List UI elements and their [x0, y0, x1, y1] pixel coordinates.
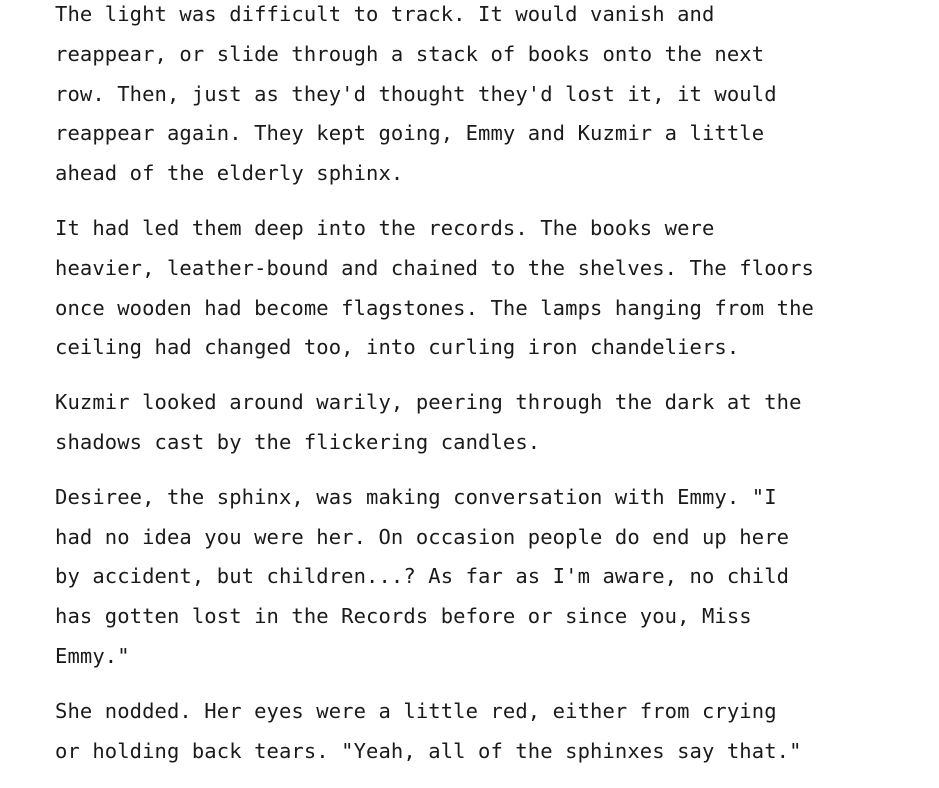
- text-line: shadows cast by the flickering candles.: [55, 429, 541, 454]
- text-line: Desiree, the sphinx, was making conversation with Emmy. "I: [55, 484, 777, 509]
- paragraph-2: [55, 209, 939, 368]
- paragraph-4: [55, 478, 939, 677]
- text-line: ceiling had changed too, into curling iron chandeliers.: [55, 335, 740, 360]
- text-line: has gotten lost in the Records before or since you, Miss: [55, 604, 752, 629]
- text-line: or holding back tears. "Yeah, all of the sphinxes say that.": [55, 738, 802, 763]
- text-line: by accident, but children...? As far as I'm aware, no child: [55, 564, 790, 589]
- paragraph-1: [55, 0, 939, 194]
- text-line: She nodded. Her eyes were a little red, either from crying: [55, 698, 777, 723]
- text-line: heavier, leather-bound and chained to the shelves. The floors: [55, 255, 814, 280]
- text-line: reappear again. They kept going, Emmy and Kuzmir a little: [55, 121, 765, 146]
- text-line: It had led them deep into the records. The books were: [55, 215, 715, 240]
- text-line: ahead of the elderly sphinx.: [55, 161, 404, 186]
- paragraph-3: [55, 383, 939, 463]
- text-line: Kuzmir looked around warily, peering through the dark at the: [55, 390, 802, 415]
- text-line: row. Then, just as they'd thought they'd lost it, it would: [55, 81, 777, 106]
- text-line: once wooden had become flagstones. The lamps hanging from the: [55, 295, 814, 320]
- text-line: The light was difficult to track. It would vanish and: [55, 2, 715, 26]
- paragraph-5: [55, 692, 939, 772]
- text-line: Emmy.": [55, 643, 130, 668]
- text-line: had no idea you were her. On occasion people do end up here: [55, 524, 790, 549]
- text-line: reappear, or slide through a stack of books onto the next: [55, 41, 765, 66]
